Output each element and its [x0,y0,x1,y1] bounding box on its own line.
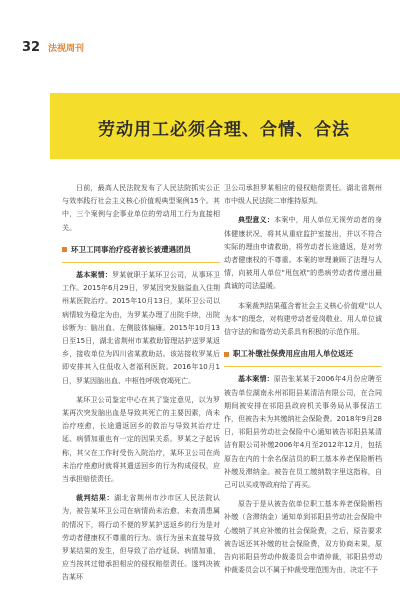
paragraph: 本案裁判结果蕴含着社会主义核心价值观"以人为本"的理念，对构建劳动者爱岗敬业、用人单位诚信守法的和谐劳动关系具有积极的示范作用。 [224,301,382,337]
section-heading-1 [62,243,220,256]
paragraph-text: 原告张某某于2006年4月份应聘至被告单位湖南永州祁阳县某清洁有限公司，在合同期间被安排在祁阳县政府机关事务局从事保洁工作，但被告未为其缴纳社会保险费。2018年9月28日，祁阳县劳动社会保险中心通知被告祁阳县某清洁有限公司补缴2006年4月至2012年12月，包括原告在内的十余名保洁员的职工基本养老保险断档补缴及滞纳金。被告在员工缴纳数字里这指称，自己可以买或等政府给了再买。 [224,375,382,490]
label: 基本案情： [238,375,274,384]
section-heading-2-text: 职工补缴社保费用应由用人单位返还 [233,349,353,359]
page-number: 32 [22,40,41,55]
paragraph: 某环卫公司鉴定中心在其了鉴定意见，以为罗某再次突发脑出血是导致其死亡的主要因素，尚未治疗痊愈，长途遣返回乡的救治与导致其治疗迁延、病情加重也有一定的因果关系。罗某之子起诉称，其父在工作时受伤入院治疗，某环卫公司在尚未治疗痊愈时就将其遣送回乡的行为构成侵权，应当承担赔偿责任。 [62,395,220,484]
paragraph: 原告于是从被告依单位职工基本养老保险断档补缴（含滞纳金）通知单到祁阳县劳动社会保险中心缴纳了其应补缴的社会保险费，之后，原告要求被告返还其补缴的社会保险费，双方协商未果，原告向祁阳县劳动仲裁委员会申请仲裁，祁阳县劳动仲裁委员会以不属于仲裁受理范围为由，决定不予 [224,500,382,575]
section-heading-1-text: 环卫工同事治疗疫者被长被遭遇团员 [71,244,191,254]
divider [224,366,382,367]
title-banner [50,93,400,159]
paragraph-text: 罗某就职于某环卫公司，从事环卫工作。2015年6月29日，罗某因突发脑溢血入住荆州某医院治疗。2015年10月13日，某环卫公司以病情较为稳定为由，为罗某办理了出院手续，出院诊断为：脑出血、左侧肢体偏瘫。2015年10月13日至15日，湖北省荆州市某救助管理站护送罗某返乡，接收单位为四川省某救助站。该站接收罗某后即安排其入住低收入者福利医院。2016年10月1日，罗某因脑出血、中枢性呼吸衰竭死亡。 [62,271,221,385]
magazine-name: 法视周刊 [48,44,85,54]
right-column [224,182,382,583]
intro-paragraph: 日前，最高人民法院发布了人民法院抓实公正与效率践行社会主义核心价值观典型案例15个。其中，三个案例与企事业单位的劳动用工行为直接相关。 [62,184,220,232]
label: 基本案情： [76,271,113,280]
paragraph [62,269,220,388]
square-icon [224,352,229,357]
article-title: 劳动用工必须合理、合情、合法 [98,120,350,140]
paragraph-text: 本案中，用人单位无视劳动者的身体健康状况，将其从重症监护室接出，并以不符合实际的理由申请救助，将劳动者长途遣返，是对劳动者健康权的不尊重。本案的审理兼顾了法理与人情，向被用人单位"甩包袱"的患病劳动者传递出最真诚的司法温暖。 [224,216,383,291]
divider [62,262,220,263]
paragraph [224,214,382,293]
square-icon [62,247,67,252]
left-column [62,182,220,591]
label: 裁判结果： [76,494,115,503]
label: 典型意义： [238,216,275,225]
paragraph: 卫公司承担罗某相应的侵权赔偿责任。湖北省荆州市中级人民法院二审维持原判。 [224,184,382,206]
section-heading-2 [224,347,382,360]
paragraph [224,373,382,492]
paragraph-text: 湖北省荆州市沙市区人民法院认为，被告某环卫公司在病情尚未治愈、未查清患属的情况下，将行动不便的罗某护送返乡的行为是对劳动者健康权不尊重的行为。该行为虽未直接导致罗某结果的发生，但导致了治疗延误、病情加重，应当按其过错承担相应的侵权赔偿责任。遂判决被告某环 [62,494,221,582]
